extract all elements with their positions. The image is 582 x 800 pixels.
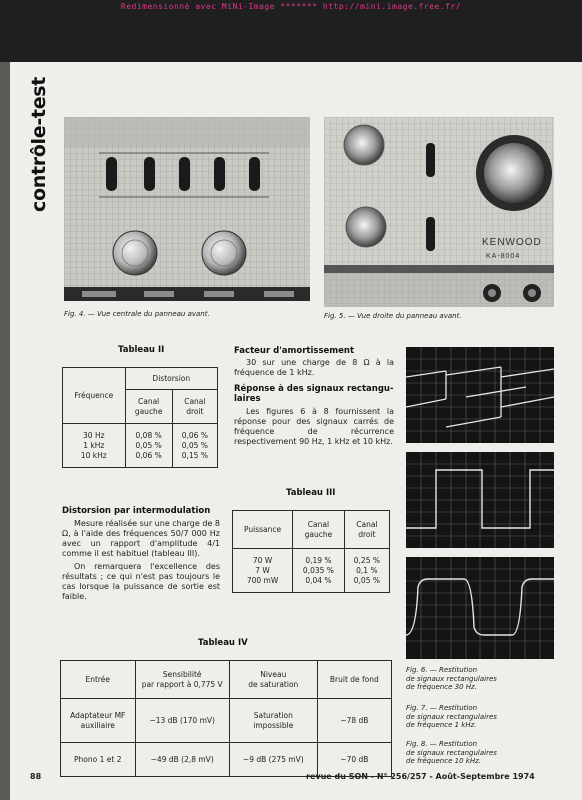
photo-front-panel-center (64, 117, 310, 301)
oscillogram-fig8-drawing (406, 557, 554, 659)
t2-right-cells: 0,06 % 0,05 % 0,15 % (172, 424, 217, 468)
text-amortissement: 30 sur une charge de 8 Ω à la fréquence de 1 kHz. (234, 358, 394, 377)
front-panel-center-drawing (64, 117, 310, 301)
table-row (61, 699, 392, 743)
t4-row2-saturation: −9 dB (275 mV) (229, 743, 317, 777)
t3-header-puissance: Puissance (233, 511, 293, 549)
t3-header-left: Canal gauche (293, 511, 345, 549)
resize-banner: Redimensionné avec MiNi-Image ******* http://mini.image.free.fr/ (120, 2, 462, 11)
oscillogram-fig7 (406, 452, 554, 548)
oscillogram-fig6-drawing (406, 347, 554, 443)
section-title-vertical: contrôle-test (28, 76, 50, 212)
page-spine (0, 62, 10, 800)
t4-row2-sensibilite: −49 dB (2,8 mV) (135, 743, 229, 777)
caption-fig6: Fig. 6. — Restitution de signaux rectangulaires de fréquence 30 Hz. (406, 666, 497, 691)
tableau-3 (232, 510, 390, 593)
model-text: KA-8004 (486, 253, 521, 260)
t3-right-cells: 0,25 % 0,1 % 0,05 % (344, 549, 389, 593)
t4-header-bruit: Bruit de fond (317, 661, 391, 699)
oscillogram-fig8 (406, 557, 554, 659)
t2-left-cells: 0,08 % 0,05 % 0,06 % (125, 424, 172, 468)
heading-intermodulation: Distorsion par intermodulation (62, 506, 211, 516)
caption-fig4: Fig. 4. — Vue centrale du panneau avant. (64, 310, 210, 318)
heading-amortissement: Facteur d'amortissement (234, 346, 355, 356)
page-number: 88 (30, 772, 42, 781)
t4-row2-bruit: −70 dB (317, 743, 391, 777)
tableau-4 (60, 660, 392, 777)
t3-left-cells: 0,19 % 0,035 % 0,04 % (293, 549, 345, 593)
t4-header-saturation: Niveau de saturation (229, 661, 317, 699)
t4-row1-entree: Adaptateur MF auxiliaire (61, 699, 136, 743)
caption-fig8: Fig. 8. — Restitution de signaux rectangulaires de fréquence 10 kHz. (406, 740, 497, 765)
t4-row2-entree: Phono 1 et 2 (61, 743, 136, 777)
front-panel-right-drawing (324, 117, 554, 307)
tableau-3-title: Tableau III (286, 488, 336, 498)
t4-header-sensibilite: Sensibilité par rapport à 0,775 V (135, 661, 229, 699)
t2-header-right: Canal droit (172, 390, 217, 424)
scan-top-band (0, 0, 582, 62)
brand-text: KENWOOD (482, 237, 542, 248)
t4-row1-saturation: Saturation impossible (229, 699, 317, 743)
text-intermodulation: Mesure réalisée sur une charge de 8 Ω, à l'aide des fréquences 50/7 000 Hz avec un rapport d'amplitude 4/1 comme il est habituel (tableau III). On remarquera l'excellence des résultats ; ce qui n'est pas toujours le cas lorsque la puissance de sortie est faible. (62, 519, 220, 601)
photo-front-panel-right (324, 117, 554, 307)
caption-fig5: Fig. 5. — Vue droite du panneau avant. (324, 312, 462, 320)
t4-header-entree: Entrée (61, 661, 136, 699)
t2-header-distorsion: Distorsion (125, 368, 217, 390)
t4-row1-bruit: −78 dB (317, 699, 391, 743)
journal-footer: revue du SON - N° 256/257 - Août-Septembre 1974 (306, 772, 535, 781)
t3-power-cells: 70 W 7 W 700 mW (233, 549, 293, 593)
t2-header-left: Canal gauche (125, 390, 172, 424)
caption-fig7: Fig. 7. — Restitution de signaux rectangulaires de fréquence 1 kHz. (406, 704, 497, 729)
tableau-2 (62, 367, 218, 468)
t2-header-frequence: Fréquence (63, 368, 126, 424)
oscillogram-fig7-drawing (406, 452, 554, 548)
t3-header-right: Canal droit (344, 511, 389, 549)
heading-rectangulaires: Réponse à des signaux rectangu- laires (234, 384, 394, 404)
text-rectangulaires: Les figures 6 à 8 fournissent la réponse pour des signaux carrés de fréquence de récurrence respectivement 90 Hz, 1 kHz et 10 kHz. (234, 407, 394, 446)
t2-freq-cells: 30 Hz 1 kHz 10 kHz (63, 424, 126, 468)
tableau-4-title: Tableau IV (198, 638, 248, 648)
t4-row1-sensibilite: −13 dB (170 mV) (135, 699, 229, 743)
tableau-2-title: Tableau II (118, 345, 165, 355)
oscillogram-fig6 (406, 347, 554, 443)
